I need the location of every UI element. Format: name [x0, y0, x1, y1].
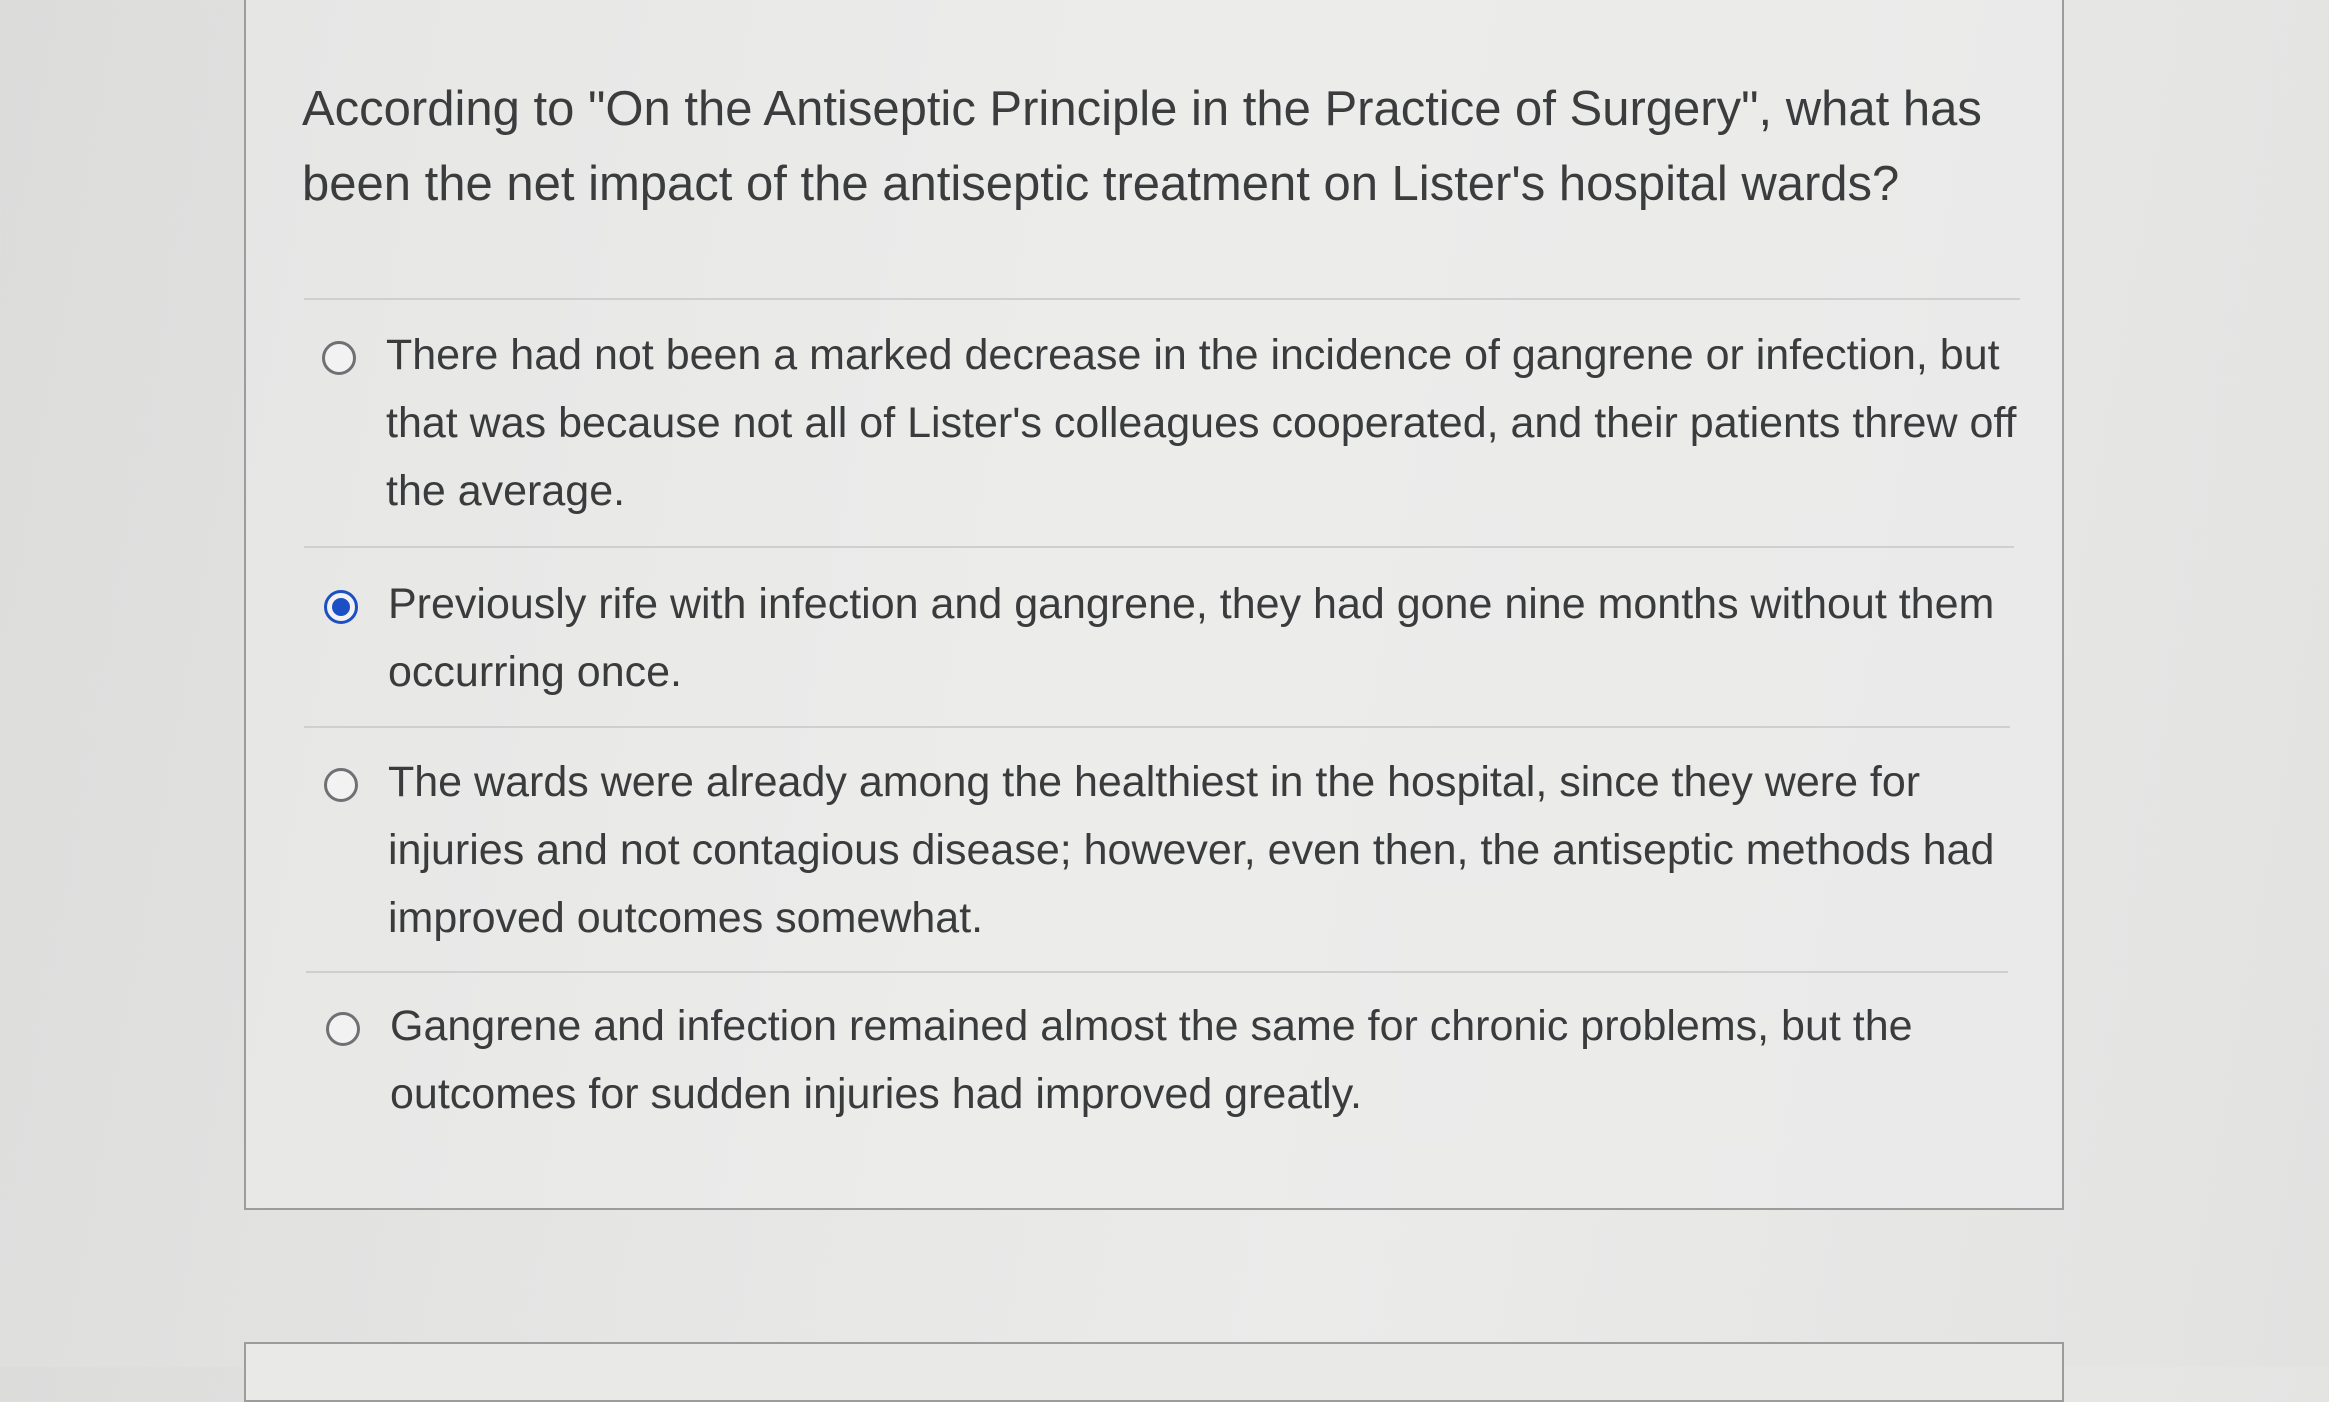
answer-option-label[interactable]: There had not been a marked decrease in the incidence of gangrene or infection, but that was because not all of Lister's colleagues cooperated, and their patients threw off the average.	[386, 331, 2017, 515]
divider	[304, 546, 2014, 548]
radio-button-unchecked-icon[interactable]	[324, 768, 358, 802]
radio-button-unchecked-icon[interactable]	[326, 1012, 360, 1046]
answer-option-label[interactable]: Gangrene and infection remained almost the same for chronic problems, but the outcomes for sudden injuries had improved greatly.	[390, 1002, 1913, 1118]
answer-option-label[interactable]: Previously rife with infection and gangrene, they had gone nine months without them occurring once.	[388, 580, 1995, 696]
divider	[304, 298, 2020, 300]
next-question-card	[244, 1342, 2064, 1402]
radio-button-checked-icon[interactable]	[324, 590, 358, 624]
divider	[304, 726, 2010, 728]
radio-button-unchecked-icon[interactable]	[322, 341, 356, 375]
question-text: According to "On the Antiseptic Principle in the Practice of Surgery", what has been the net impact of the antiseptic treatment on Lister's hospital wards?	[302, 82, 1982, 211]
question-card	[244, 0, 2064, 1210]
divider	[306, 971, 2008, 973]
answer-option-label[interactable]: The wards were already among the healthiest in the hospital, since they were for injuries and not contagious disease; however, even then, the antiseptic methods had improved outcomes somewhat.	[388, 758, 1995, 942]
